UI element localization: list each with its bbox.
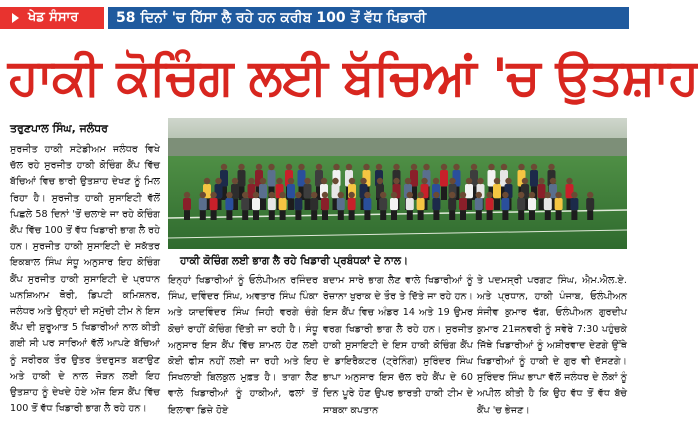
photo-person-head xyxy=(555,192,561,198)
photo-person xyxy=(528,198,536,210)
photo-person xyxy=(304,184,312,198)
photo-person-head xyxy=(253,192,259,198)
photo-person-legs xyxy=(418,210,424,220)
photo-person-legs xyxy=(494,198,500,210)
photo-person-head xyxy=(486,192,492,198)
photo-person-head xyxy=(377,178,383,184)
article-column-3: ਬਦਾਮ ਸਾਰੇ ਭਾਗ ਲੈਣ ਵਾਲੇ ਖਿਡਾਰੀਆਂ ਨੂੰ ਰੋਜ਼ਾਨਾ ਖੁਰਾਕ ਦੇ ਤੌਰ ਤੇ ਦਿੱਤੇ ਜਾ ਰਹੇ ਹਨ। ਇਸ ਕੈਂਪ ਵਿਚ ਅੰਡਰ 14 ਅਤੇ 19 ਉਮਰ ਵਰਗ ਖਿਡਾਰੀ ਭਾਗ ਲੈ ਰਹੇ ਹਨ। ਸੁਰਜੀਤ ਹਾਕੀ ਸੁਸਾਇਟੀ ਦੇ ਇਸ ਹਾਕੀ ਕੋਚਿੰਗ ਕੈਂਪ ਦੇ ਡਾਇਰੈਕਟਰ (ਟ੍ਰੇਨਿੰਗ) ਸੁਰਿੰਦਰ ਸਿੰਘ ਭਾਪਾ ਅਨੁਸਾਰ ਇਸ ਚੱਲ ਰਹੇ ਕੈਂਪ ਦੇ 60 ਦਿਨ ਪੂਰੇ ਹੋਣ ਉਪਰ ਭਾਰਤੀ ਹਾਕੀ ਟੀਮ ਦੇ ਸਾਬਕਾ ਕਪਤਾਨ xyxy=(323,275,473,416)
photo-person-legs xyxy=(441,187,447,201)
photo-person xyxy=(294,198,302,210)
photo-person-head xyxy=(316,164,322,170)
photo-person xyxy=(530,170,538,187)
photo-person-legs xyxy=(280,210,286,220)
photo-person-head xyxy=(531,164,537,170)
photo-person-head xyxy=(348,192,354,198)
photo-person-legs xyxy=(211,210,217,220)
photo-person-head xyxy=(338,192,344,198)
photo-person-head xyxy=(411,164,417,170)
photo-person xyxy=(298,170,306,187)
article-column-1: ਸੁਰਜੀਤ ਹਾਕੀ ਸਟੇਡੀਅਮ ਜਲੰਧਰ ਵਿਖੇ ਚੱਲ ਰਹੇ ਸੁਰਜੀਤ ਹਾਕੀ ਕੋਚਿੰਗ ਕੈਂਪ ਵਿੱਚ ਬੱਚਿਆਂ ਵਿਚ ਭਾਰੀ ਉਤਸ਼ਾਹ ਦੇਖਣ ਨੂੰ ਮਿਲ ਰਿਹਾ ਹੈ। ਸੁਰਜੀਤ ਹਾਕੀ ਸੁਸਾਇਟੀ ਵੱਲੋਂ ਪਿਛਲੇ 58 ਦਿਨਾਂ 'ਤੋਂ ਚਲਾਏ ਜਾ ਰਹੇ ਕੋਚਿੰਗ ਕੈਂਪ ਵਿੱਚ 100 ਤੋਂ ਵੱਧ ਖਿਡਾਰੀ ਭਾਗ ਲੈ ਰਹੇ ਹਨ। ਸੁਰਜੀਤ ਹਾਕੀ ਸੁਸਾਇਟੀ ਦੇ ਸਕੱਤਰ ਇਕਬਾਲ ਸਿੰਘ ਸੰਧੂ ਅਨੁਸਾਰ ਇਹ ਕੋਚਿੰਗ ਕੈਂਪ ਸੁਰਜੀਤ ਹਾਕੀ ਸੁਸਾਇਟੀ ਦੇ ਪ੍ਰਧਾਨ ਘਨਸ਼ਿਆਮ ਥੋਰੀ, ਡਿਪਟੀ ਕਮਿਸ਼ਨਰ, ਜਲੰਧਰ ਅਤੇ ਉਨ੍ਹਾਂ ਦੀ ਸਮੁੱਚੀ ਟੀਮ ਨੇ ਇਸ ਕੈਂਪ ਦੀ ਸ਼ੁਰੂਆਤ 5 ਖਿਡਾਰੀਆਂ ਨਾਲ ਕੀਤੀ ਗਈ ਸੀ ਪਰ ਸਾਰਿਆਂ ਵੱਲੋਂ ਆਪਣੇ ਬੱਚਿਆਂ ਨੂੰ ਸਰੀਰਕ ਤੌਰ ਉਤਰ ਤੰਦਰੁਸਤ ਬਣਾਉਣ ਅਤੇ ਹਾਕੀ ਦੇ ਨਾਲ ਜੋੜਨ ਲਈ ਇਹ ਉਤਸ਼ਾਹ ਨੂੰ ਦੇਖਦੇ ਹੋਏ ਅੱਜ ਇਸ ਕੈਂਪ ਵਿੱਚ 100 ਤੋਂ ਵੱਧ ਖਿਡਾਰੀ ਭਾਗ ਲੈ ਰਹੇ ਹਨ। xyxy=(10,144,160,415)
photo-person-head xyxy=(518,192,524,198)
photo-person-legs xyxy=(269,210,275,220)
photo-person xyxy=(488,170,496,187)
photo-person-head xyxy=(518,164,524,170)
photo-person-head xyxy=(380,192,386,198)
photo-person-head xyxy=(566,178,572,184)
photo-person-head xyxy=(494,178,500,184)
byline: ਤਰੁਣਪਾਲ ਸਿੰਘ, ਜਲੰਧਰ xyxy=(10,122,108,135)
photo-person xyxy=(238,170,246,187)
photo-person-head xyxy=(210,192,216,198)
photo-person xyxy=(517,198,525,210)
photo-person-head xyxy=(332,178,338,184)
photo-person xyxy=(279,198,287,210)
photo-person-head xyxy=(449,178,455,184)
photo-person-head xyxy=(346,164,352,170)
photo-person-head xyxy=(407,192,413,198)
photo-person-head xyxy=(449,192,455,198)
photo-person-legs xyxy=(460,210,466,220)
photo-person-legs xyxy=(380,210,386,220)
photo-person-legs xyxy=(449,210,455,220)
photo-person-legs xyxy=(364,210,370,220)
photo-person-head xyxy=(260,178,266,184)
photo-person-head xyxy=(545,192,551,198)
photo-person-head xyxy=(529,192,535,198)
photo-person-head xyxy=(423,164,429,170)
strap-headline: 58 ਦਿਨਾਂ 'ਚ ਹਿੱਸਾ ਲੈ ਰਹੇ ਹਨ ਕਰੀਬ 100 ਤੋਂ ਵੱਧ ਖਿਡਾਰੀ xyxy=(108,7,629,29)
photo-person-head xyxy=(276,178,282,184)
photo-person-head xyxy=(364,192,370,198)
photo-person xyxy=(586,198,594,210)
photo-person-head xyxy=(441,164,447,170)
photo-person-head xyxy=(360,178,366,184)
photo-person xyxy=(199,198,207,210)
team-photo-illustration xyxy=(168,118,627,249)
photo-person xyxy=(486,198,494,210)
photo-person xyxy=(406,198,414,210)
photo-person xyxy=(410,170,418,187)
photo-person-head xyxy=(550,178,556,184)
photo-person-head xyxy=(522,178,528,184)
photo-person xyxy=(310,198,318,210)
photo-person-legs xyxy=(529,210,535,220)
photo-person-head xyxy=(376,164,382,170)
photo-person-legs xyxy=(226,210,232,220)
photo-person-head xyxy=(215,178,221,184)
photo-person-head xyxy=(286,164,292,170)
photo-person-legs xyxy=(476,210,482,220)
photo-person-head xyxy=(200,192,206,198)
photo-person xyxy=(379,198,387,210)
header-band xyxy=(0,0,629,30)
photo-person-head xyxy=(393,178,399,184)
photo-person-legs xyxy=(322,210,328,220)
photo-person-head xyxy=(288,178,294,184)
photo-person-head xyxy=(333,164,339,170)
photo-person-head xyxy=(477,178,483,184)
photo-person-head xyxy=(453,164,459,170)
photo-person-head xyxy=(295,192,301,198)
photo-person xyxy=(241,198,249,210)
photo-person-head xyxy=(279,192,285,198)
photo-person-legs xyxy=(391,210,397,220)
photo-person-legs xyxy=(349,210,355,220)
photo-person xyxy=(544,198,552,210)
photo-person-legs xyxy=(545,210,551,220)
photo-person-head xyxy=(238,164,244,170)
photo-person-head xyxy=(505,178,511,184)
article-column-4: ਤੇ ਪਦਮਸ੍ਰੀ ਪਰਗਟ ਸਿੰਘ, ਐਮ.ਐਲ.ਏ. ਅਤੇ ਪ੍ਰਧਾਨ, ਹਾਕੀ ਪੰਜਾਬ, ਓਲੰਪੀਅਨ ਸੰਜੀਵ ਕੁਮਾਰ ਢੱਗ, ਓਲੰਪੀਅਨ ਗੁਰਦੀਪ ਕੁਮਾਰ 21ਜਨਵਰੀ ਨੂੰ ਸਵੇਰੇ 7:30 ਪਹੁੰਚਕੇ ਜਿੱਥੇ ਖਿਡਾਰੀਆਂ ਨੂੰ ਅਸ਼ੀਰਵਾਦ ਦੇਣਗੇ ਉੱਥੇ ਖਿਡਾਰੀਆਂ ਨੂੰ ਹਾਕੀ ਦੇ ਗੁਰ ਵੀ ਦੱਸਣਗੇ। ਸੁਰਿੰਦਰ ਸਿੰਘ ਭਾਪਾ ਵੱਲੋਂ ਜਲੰਧਰ ਦੇ ਲੋਕਾਂ ਨੂੰ ਅਪੀਲ ਕੀਤੀ ਹੈ ਕਿ ਉਹ ਵੱਧ ਤੋਂ ਵੱਧ ਬੱਚੇ ਕੈਂਪ 'ਚ ਭੇਜਣ। xyxy=(477,275,627,416)
photo-person-head xyxy=(269,192,275,198)
article-column-2: ਇਨ੍ਹਾਂ ਖਿਡਾਰੀਆਂ ਨੂੰ ਓਲੰਪੀਅਨ ਰਜਿੰਦਰ ਸਿੰਘ, ਦਵਿੰਦਰ ਸਿੰਘ, ਅਵਤਾਰ ਸਿੰਘ ਪਿੰਕਾ ਅਤੇ ਯਾਦਵਿੰਦਰ ਸਿੰਘ ਜਿਹੀ ਵਰਗੇ ਚੰਗੇ ਕੋਚਾਂ ਰਾਹੀਂ ਕੋਚਿੰਗ ਦਿੱਤੀ ਜਾ ਰਹੀ ਹੈ। ਸੰਧੂ ਅਨੁਸਾਰ ਇਸ ਕੈਂਪ ਵਿੱਚ ਸ਼ਾਮਲ ਹੋਣ ਲਈ ਕੋਈ ਫੀਸ ਨਹੀਂ ਲਈ ਜਾ ਰਹੀ ਅਤੇ ਇਹ ਸਿਖਲਾਈ ਬਿਲਕੁਲ ਮੁਫ਼ਤ ਹੈ। ਤਾਗਾ ਲੈਣ ਵਾਲੇ ਖਿਡਾਰੀਆਂ ਨੂੰ ਹਾਕੀਆਂ, ਫਲਾਂ ਤੋਂ ਇਲਾਵਾ ਡਿਜ਼ੇ ਹੋਏ xyxy=(168,275,318,416)
photo-person xyxy=(555,198,563,210)
photo-person-head xyxy=(466,178,472,184)
photo-person-head xyxy=(242,192,248,198)
photo-person xyxy=(252,198,260,210)
photo-person xyxy=(287,184,295,198)
photo-caption: ਹਾਕੀ ਕੋਚਿੰਗ ਲਈ ਭਾਗ ਲੈ ਰਹੇ ਖਿਡਾਰੀ ਪ੍ਰਬੰਧਕਾਂ ਦੇ ਨਾਲ। xyxy=(180,255,409,267)
photo-person-head xyxy=(421,178,427,184)
photo-person-head xyxy=(321,178,327,184)
photo-person-legs xyxy=(200,210,206,220)
photo-person-legs xyxy=(587,210,593,220)
photo-person-head xyxy=(393,164,399,170)
photo-person-head xyxy=(571,192,577,198)
photo-person xyxy=(432,198,440,210)
photo-person-head xyxy=(226,192,232,198)
photo-person-head xyxy=(256,164,262,170)
page-headline: ਹਾਕੀ ਕੋਚਿੰਗ ਲਈ ਬੱਚਿਆਂ 'ਚ ਉਤਸ਼ਾਹ xyxy=(8,48,698,106)
photo-person xyxy=(225,198,233,210)
photo-person-head xyxy=(548,164,554,170)
photo-person-legs xyxy=(260,198,266,210)
photo-person-legs xyxy=(571,210,577,220)
team-photo xyxy=(168,118,627,249)
photo-person-head xyxy=(488,164,494,170)
photo-person-head xyxy=(501,164,507,170)
photo-person xyxy=(220,170,228,187)
photo-person-head xyxy=(248,178,254,184)
photo-person xyxy=(417,198,425,210)
photo-person-head xyxy=(587,192,593,198)
photo-person-head xyxy=(322,192,328,198)
photo-person-legs xyxy=(288,198,294,210)
photo-person-head xyxy=(311,192,317,198)
photo-person-head xyxy=(476,192,482,198)
photo-person-head xyxy=(232,178,238,184)
photo-person-legs xyxy=(184,210,190,220)
photo-person-legs xyxy=(242,210,248,220)
photo-person-head xyxy=(184,192,190,198)
photo-person-head xyxy=(221,164,227,170)
photo-person xyxy=(268,170,276,187)
photo-person-head xyxy=(502,192,508,198)
photo-person-head xyxy=(417,192,423,198)
photo-person xyxy=(501,198,509,210)
photo-person-head xyxy=(349,178,355,184)
photo-person xyxy=(440,170,448,187)
photo-person-legs xyxy=(305,198,311,210)
photo-person xyxy=(475,198,483,210)
photo-person xyxy=(448,198,456,210)
photo-person-head xyxy=(538,178,544,184)
section-tag: ਖੇਡ ਸੰਸਾਰ xyxy=(0,7,104,29)
photo-person xyxy=(321,198,329,210)
photo-person xyxy=(363,198,371,210)
photo-person xyxy=(348,198,356,210)
photo-person xyxy=(259,184,267,198)
photo-person-legs xyxy=(502,210,508,220)
photo-person xyxy=(268,198,276,210)
photo-person-legs xyxy=(253,210,259,220)
photo-person xyxy=(465,184,473,198)
photo-person-legs xyxy=(407,210,413,220)
photo-person xyxy=(390,198,398,210)
photo-person xyxy=(183,198,191,210)
photo-person-head xyxy=(433,178,439,184)
photo-person-head xyxy=(391,192,397,198)
photo-person-legs xyxy=(518,210,524,220)
photo-person-legs xyxy=(311,210,317,220)
photo-person-head xyxy=(471,164,477,170)
photo-person-legs xyxy=(487,210,493,220)
photo-person-head xyxy=(363,164,369,170)
photo-person-head xyxy=(304,178,310,184)
photo-person-legs xyxy=(295,210,301,220)
photo-person-legs xyxy=(539,198,545,210)
photo-person xyxy=(337,198,345,210)
photo-person-head xyxy=(433,192,439,198)
photo-person-legs xyxy=(433,210,439,220)
photo-person xyxy=(210,198,218,210)
photo-person-head xyxy=(298,164,304,170)
photo-person-head xyxy=(460,192,466,198)
photo-person-head xyxy=(405,178,411,184)
photo-person xyxy=(570,198,578,210)
photo-person-head xyxy=(204,178,210,184)
photo-person-legs xyxy=(556,210,562,220)
photo-person xyxy=(459,198,467,210)
photo-person xyxy=(493,184,501,198)
photo-person xyxy=(538,184,546,198)
photo-person-head xyxy=(268,164,274,170)
photo-person-legs xyxy=(338,210,344,220)
